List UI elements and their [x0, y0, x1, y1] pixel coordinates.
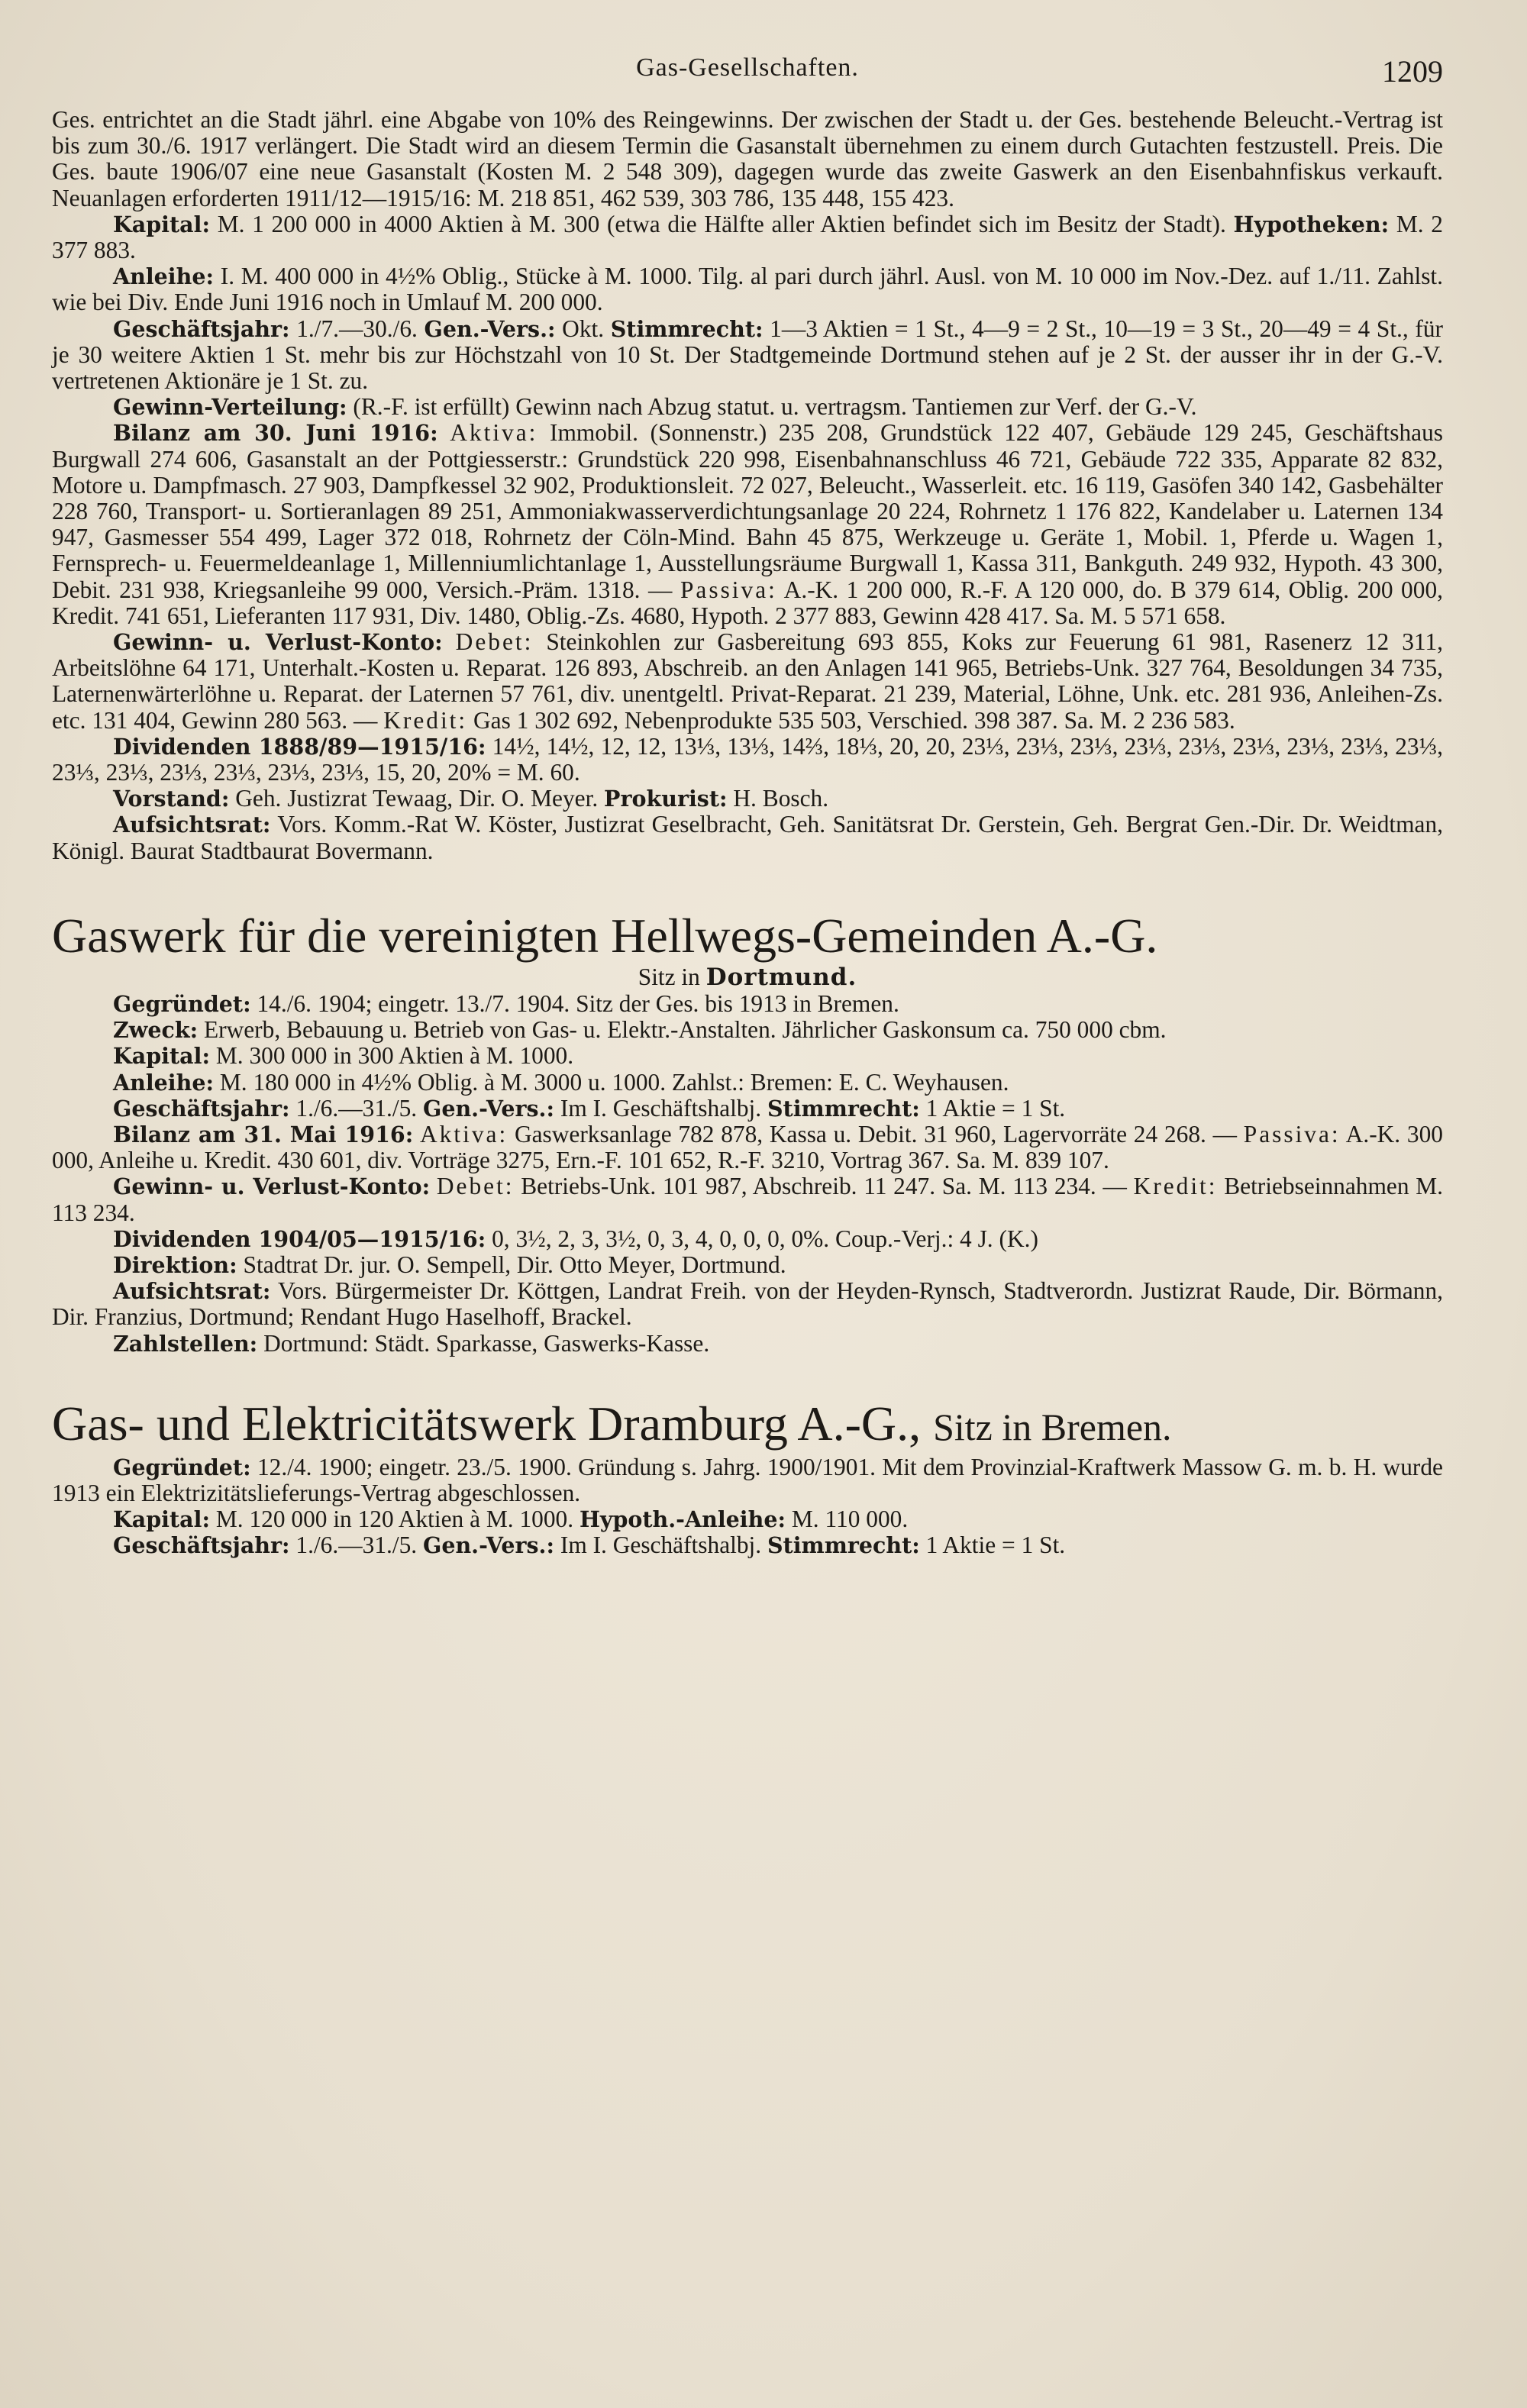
company2-direktion [52, 1252, 1443, 1278]
bilanz-label: Bilanz am 31. Mai 1916: [113, 1121, 414, 1148]
company3-heading [52, 1396, 1443, 1454]
passiva-text: A.-K. 1 200 000, R.-F. A 120 000, do. B 379 614, Oblig. 200 000, Kredit. 741 651, Lieferanten 117 931, Div. 1480, Oblig.-Zs. 4680, Hypoth. 2 377 883, Gewinn 428 417. Sa. M. 5 571 658. [52, 576, 1443, 629]
debet-text: Steinkohlen zur Gasbereitung 693 855, Koks zur Feuerung 61 981, Rasenerz 12 311, Arbeitslöhne 64 171, Unterhalt.-Kosten u. Reparat. 126 893, Abschreib. an den Anlagen 141 965, Betriebs-Unk. 327 764, Besoldungen 34 735, Laternenwärterlöhne u. Reparat. der Laternen 57 761, div. unentgeltl. Privat-Reparat. 21 239, Material, Löhne, Unk. etc. 281 936, Anleihen-Zs. etc. 131 404, Gewinn 280 563. — [52, 628, 1443, 734]
company2-geschaeftsjahr [52, 1096, 1443, 1122]
company1-kapital [52, 211, 1443, 263]
company1-anleihe [52, 263, 1443, 315]
company3-kapital [52, 1506, 1443, 1532]
kapital-text: M. 1 200 000 in 4000 Aktien à M. 300 (etwa die Hälfte aller Aktien befindet sich im Besitz der Stadt). [217, 210, 1226, 237]
anleihe-label: Anleihe: [113, 263, 214, 290]
company3-name: Gas- und Elektricitätswerk Dramburg A.-G., [52, 1396, 922, 1451]
kredit-label: Kredit: [1133, 1173, 1218, 1200]
dividenden-text: 14½, 14½, 12, 12, 13⅓, 13⅓, 14⅔, 18⅓, 20, 20, 23⅓, 23⅓, 23⅓, 23⅓, 23⅓, 23⅓, 23⅓, 23⅓, 23⅓, 23⅓, 23⅓, 23⅓, 23⅓, 23⅓, 23⅓, 15, 20, 20% = M. 60. [52, 732, 1443, 786]
anleihe-label: Anleihe: [113, 1069, 214, 1096]
company2-heading: Gaswerk für die vereinigten Hellwegs-Gemeinden A.-G. [52, 908, 1158, 963]
aufsichtsrat-label: Aufsichtsrat: [113, 812, 271, 838]
geschaeftsjahr-text: 1./7.—30./6. [296, 315, 418, 342]
company3-gegruendet [52, 1454, 1443, 1506]
gen-vers-label: Gen.-Vers.: [422, 1095, 554, 1122]
dividenden-text: 0, 3½, 2, 3, 3½, 0, 3, 4, 0, 0, 0, 0%. Coup.-Verj.: 4 J. (K.) [492, 1225, 1038, 1252]
company2-sitz [52, 964, 1443, 991]
debet-text: Betriebs-Unk. 101 987, Abschreib. 11 247. Sa. M. 113 234. — [521, 1173, 1127, 1200]
kredit-label: Kredit: [383, 706, 468, 734]
anleihe-text: M. 180 000 in 4½% Oblig. à M. 3000 u. 1000. Zahlst.: Bremen: E. C. Weyhausen. [219, 1068, 1009, 1096]
passiva-text: A.-K. 300 000, Anleihe u. Kredit. 430 601, div. Vorträge 3275, Ern.-F. 101 652, R.-F. 3210, Vortrag 367. Sa. M. 839 107. [52, 1120, 1443, 1174]
sitz-city: Dortmund. [705, 963, 857, 991]
gen-vers-label: Gen.-Vers.: [424, 315, 556, 342]
dividenden-label: Dividenden 1888/89—1915/16: [113, 733, 486, 760]
company1-intro: Ges. entrichtet an die Stadt jährl. eine Abgabe von 10% des Reingewinns. Der zwischen der Stadt u. der Ges. bestehende Beleucht.-Vertrag ist bis zum 30./6. 1917 verlängert. Die Stadt wird an diesem Termin die Gasanstalt übernehmen zu einem durch Gutachten festzustell. Preis. Die Ges. baute 1906/07 eine neue Gasanstalt (Kosten M. 2 548 309), dagegen wurde das zweite Gaswerk an den Eisenbahnfiskus verkauft. Neuanlagen erforderten 1911/12—1915/16: M. 218 851, 462 539, 303 786, 135 448, 155 423. [52, 106, 1443, 211]
company2-zweck [52, 1017, 1443, 1043]
zahlstellen-label: Zahlstellen: [113, 1330, 258, 1357]
company2-guv [52, 1173, 1443, 1225]
gen-vers-text: Im I. Geschäftshalbj. [560, 1532, 762, 1559]
stimmrecht-label: Stimmrecht: [767, 1095, 920, 1122]
bilanz-label: Bilanz am 30. Juni 1916: [113, 420, 438, 447]
guv-label: Gewinn- u. Verlust-Konto: [113, 629, 443, 656]
guv-label: Gewinn- u. Verlust-Konto: [113, 1173, 431, 1200]
aktiva-text: Immobil. (Sonnenstr.) 235 208, Grundstück 122 407, Gebäude 129 245, Geschäftshaus Burgwall 274 606, Gasanstalt an der Pottgiesserstr.: Grundstück 220 998, Eisenbahnanschluss 46 721, Gebäude 722 335, Apparate 82 832, Motore u. Dampfmasch. 27 903, Dampfkessel 32 902, Produktionsleit. 72 027, Beleucht., Wasserleit. etc. 16 119, Gasöfen 340 142, Gasbehälter 228 760, Transport- u. Sortieranlagen 89 251, Ammoniakwasserverdichtungsanlage 20 224, Rohrnetz 1 176 822, Kandelaber u. Laternen 134 947, Gasmesser 554 499, Lager 372 018, Rohrnetz der Cöln-Mind. Bahn 45 875, Werkzeuge u. Geräte 1, Mobil. 1, Pferde u. Wagen 1, Fernsprech- u. Feuermeldeanlage 1, Millenniumlichtanlage 1, Ausstellungsräume Burgwall 1, Kassa 311, Bankguth. 249 932, Hypoth. 43 300, Debit. 231 938, Kriegsanleihe 99 000, Versich.-Präm. 1318. — [52, 419, 1443, 603]
geschaeftsjahr-label: Geschäftsjahr: [113, 1532, 290, 1559]
company3-sitz: Sitz in Bremen. [933, 1405, 1172, 1448]
geschaeftsjahr-text: 1./6.—31./5. [295, 1532, 418, 1559]
company1-gewinn-verteilung [52, 394, 1443, 420]
aufsichtsrat-text: Vors. Bürgermeister Dr. Köttgen, Landrat Freih. von der Heyden-Rynsch, Stadtverordn. Justizrat Raude, Dir. Börmann, Dir. Franzius, Dortmund; Rendant Hugo Haselhoff, Brackel. [52, 1277, 1444, 1331]
gewinn-verteilung-text: (R.-F. ist erfüllt) Gewinn nach Abzug statut. u. vertragsm. Tantiemen zur Verf. der G.-V. [353, 393, 1197, 421]
company2-anleihe [52, 1070, 1443, 1096]
zweck-label: Zweck: [113, 1017, 199, 1044]
passiva-label: Passiva: [680, 576, 777, 603]
company1-vorstand [52, 786, 1443, 812]
stimmrecht-text: 1 Aktie = 1 St. [925, 1532, 1066, 1559]
company2-zahlstellen [52, 1331, 1443, 1357]
kapital-label: Kapital: [113, 1043, 210, 1070]
company3-entry [52, 1396, 1443, 1559]
company2-aufsichtsrat [52, 1278, 1443, 1330]
sitz-prefix: Sitz in [638, 963, 700, 990]
aufsichtsrat-label: Aufsichtsrat: [113, 1278, 271, 1305]
kapital-text: M. 300 000 in 300 Aktien à M. 1000. [215, 1042, 574, 1070]
company1-aufsichtsrat [52, 812, 1443, 863]
hypoth-anleihe-text: M. 110 000. [791, 1506, 909, 1533]
page-number: 1209 [1382, 54, 1443, 89]
company2-gegruendet [52, 991, 1443, 1017]
company1-guv [52, 629, 1443, 734]
gegruendet-text: 12./4. 1900; eingetr. 23./5. 1900. Gründung s. Jahrg. 1900/1901. Mit dem Provinzial-Kraftwerk Massow G. m. b. H. wurde 1913 ein Elektrizitätslieferungs-Vertrag abgeschlossen. [52, 1453, 1443, 1506]
company2-entry [52, 909, 1443, 1357]
running-head [52, 53, 1443, 107]
hypotheken-label: Hypotheken: [1233, 211, 1390, 237]
aktiva-text: Gaswerksanlage 782 878, Kassa u. Debit. 31 960, Lagervorräte 24 268. — [514, 1120, 1237, 1148]
kredit-text: Gas 1 302 692, Nebenprodukte 535 503, Verschied. 398 387. Sa. M. 2 236 583. [473, 706, 1235, 734]
gewinn-verteilung-label: Gewinn-Verteilung: [113, 394, 347, 421]
direktion-text: Stadtrat Dr. jur. O. Sempell, Dir. Otto Meyer, Dortmund. [243, 1251, 786, 1278]
stimmrecht-label: Stimmrecht: [767, 1532, 920, 1559]
company1-entry [52, 107, 1443, 864]
aufsichtsrat-text: Vors. Komm.-Rat W. Köster, Justizrat Geselbracht, Geh. Sanitätsrat Dr. Gerstein, Geh. Bergrat Gen.-Dir. Dr. Weidtman, Königl. Baurat Stadtbaurat Bovermann. [52, 811, 1444, 864]
company2-kapital [52, 1043, 1443, 1069]
vorstand-label: Vorstand: [113, 786, 230, 812]
dividenden-label: Dividenden 1904/05—1915/16: [113, 1225, 486, 1252]
company1-dividenden [52, 734, 1443, 786]
aktiva-label: Aktiva: [420, 1120, 508, 1148]
gegruendet-text: 14./6. 1904; eingetr. 13./7. 1904. Sitz der Ges. bis 1913 in Bremen. [257, 989, 899, 1017]
debet-label: Debet: [436, 1173, 515, 1200]
prokurist-label: Prokurist: [604, 786, 728, 812]
gegruendet-label: Gegründet: [113, 990, 251, 1017]
company1-bilanz [52, 420, 1443, 629]
company3-geschaeftsjahr [52, 1532, 1443, 1558]
geschaeftsjahr-label: Geschäftsjahr: [113, 1095, 290, 1122]
vorstand-text: Geh. Justizrat Tewaag, Dir. O. Meyer. [235, 785, 599, 812]
passiva-label: Passiva: [1243, 1120, 1341, 1148]
company2-bilanz [52, 1122, 1443, 1173]
stimmrecht-text: 1—3 Aktien = 1 St., 4—9 = 2 St., 10—19 = 3 St., 20—49 = 4 St., für je 30 weitere Aktien 1 St. mehr bis zur Höchstzahl von 10 St. Der Stadtgemeinde Dortmund stehen auf je 2 St. der ausser ihr in der G.-V. vertretenen Aktionäre je 1 St. zu. [52, 315, 1443, 395]
debet-label: Debet: [455, 628, 534, 656]
kredit-text: Betriebseinnahmen M. 113 234. [52, 1173, 1444, 1226]
gen-vers-text: Im I. Geschäftshalbj. [560, 1094, 762, 1122]
company2-dividenden [52, 1226, 1443, 1252]
hypoth-anleihe-label: Hypoth.-Anleihe: [579, 1506, 786, 1533]
geschaeftsjahr-text: 1./6.—31./5. [295, 1094, 418, 1122]
hypotheken-text: M. 2 377 883. [52, 210, 1443, 264]
gen-vers-text: Okt. [562, 315, 605, 342]
kapital-text: M. 120 000 in 120 Aktien à M. 1000. [215, 1506, 574, 1533]
gen-vers-label: Gen.-Vers.: [422, 1532, 554, 1559]
geschaeftsjahr-label: Geschäftsjahr: [113, 315, 290, 342]
running-head-title: Gas-Gesellschaften. [636, 53, 859, 82]
zahlstellen-text: Dortmund: Städt. Sparkasse, Gaswerks-Kasse. [263, 1329, 710, 1357]
aktiva-label: Aktiva: [450, 419, 538, 447]
stimmrecht-label: Stimmrecht: [610, 315, 764, 342]
direktion-label: Direktion: [113, 1251, 237, 1278]
company1-geschaeftsjahr [52, 316, 1443, 395]
gegruendet-label: Gegründet: [113, 1454, 251, 1480]
kapital-label: Kapital: [113, 211, 210, 237]
zweck-text: Erwerb, Bebauung u. Betrieb von Gas- u. Elektr.-Anstalten. Jährlicher Gaskonsum ca. 750 000 cbm. [203, 1016, 1167, 1044]
prokurist-text: H. Bosch. [733, 785, 829, 812]
kapital-label: Kapital: [113, 1506, 210, 1533]
anleihe-text: I. M. 400 000 in 4½% Oblig., Stücke à M. 1000. Tilg. al pari durch jährl. Ausl. von M. 10 000 im Nov.-Dez. auf 1./11. Zahlst. wie bei Div. Ende Juni 1916 noch in Umlauf M. 200 000. [52, 263, 1443, 316]
stimmrecht-text: 1 Aktie = 1 St. [925, 1094, 1066, 1122]
